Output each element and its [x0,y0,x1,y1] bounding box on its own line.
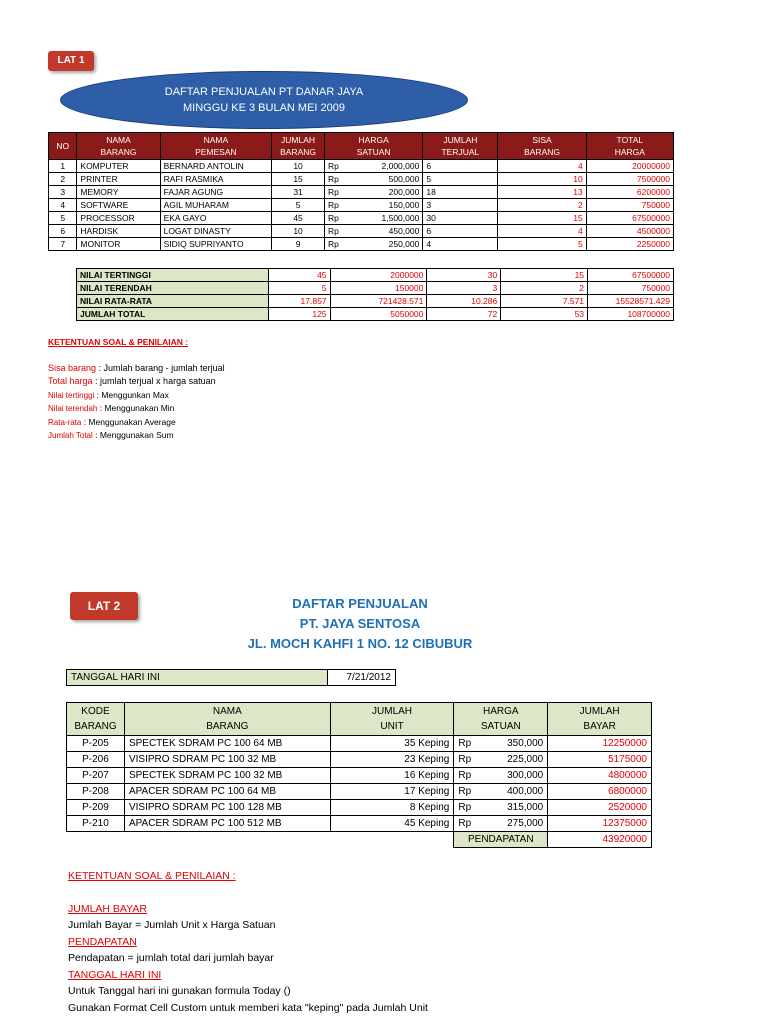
price: 2,000,000 [381,161,420,171]
cell-nama: SPECTEK SDRAM PC 100 32 MB [124,768,330,784]
table-row [49,173,674,186]
price: 275,000 [507,818,544,829]
price: 315,000 [507,802,544,813]
cell-harga [454,752,548,768]
table-row [49,186,674,199]
stats-harga: 2000000 [330,269,427,282]
header-line: SATUAN [356,147,391,157]
stats-terjual: 10.286 [427,295,501,308]
lat2-header-cell [454,703,548,736]
cell-total: 20000000 [586,160,673,173]
lat1-header-cell [586,133,673,160]
lat2-title-line2: PT. JAYA SENTOSA [299,616,421,631]
table-row [49,225,674,238]
cell-kode: P-210 [67,816,125,832]
table-row [49,212,674,225]
lat1-header-cell [272,133,325,160]
stats-label: NILAI TERENDAH [77,282,269,295]
cell-jumlah: 5 [272,199,325,212]
cell-no: 7 [49,238,77,251]
stats-row [77,282,674,295]
currency: Rp [458,786,472,797]
table-row [67,752,652,768]
note-line: Untuk Tanggal hari ini gunakan formula Today () [68,985,291,997]
stats-jumlah: 17.857 [268,295,330,308]
currency: Rp [327,213,339,223]
note-text: : Menggunakan Sum [92,430,174,440]
cell-nama: VISIPRO SDRAM PC 100 128 MB [124,800,330,816]
cell-total: 67500000 [586,212,673,225]
table-row [67,768,652,784]
table-row [49,199,674,212]
cell-harga [324,173,422,186]
cell-sisa: 13 [498,186,586,199]
cell-harga [324,225,422,238]
cell-barang: SOFTWARE [77,199,160,212]
stats-row [77,308,674,321]
cell-barang: MEMORY [77,186,160,199]
header-line: KODE [81,706,110,717]
cell-total: 7500000 [586,173,673,186]
cell-harga [324,186,422,199]
header-line: NAMA [106,135,131,145]
cell-kode: P-206 [67,752,125,768]
currency: Rp [327,200,339,210]
stats-row [77,295,674,308]
lat2-notes-header: KETENTUAN SOAL & PENILAIAN : [68,870,236,882]
lat2-title-line1: DAFTAR PENJUALAN [292,596,428,611]
table-row [49,238,674,251]
stats-total: 750000 [588,282,674,295]
cell-harga [324,238,422,251]
note-text: : jumlah terjual x harga satuan [92,376,216,386]
cell-barang: PROCESSOR [77,212,160,225]
note-heading: JUMLAH BAYAR [68,902,147,915]
header-line: JUMLAH [443,135,478,145]
currency: Rp [327,187,339,197]
header-line: TERJUAL [441,147,480,157]
header-line: HARGA [614,147,645,157]
pendapatan-value: 43920000 [548,832,652,848]
price: 250,000 [388,239,420,249]
cell-bayar: 2520000 [548,800,652,816]
header-line: TOTAL [616,135,644,145]
header-line: BARANG [100,147,137,157]
stats-jumlah: 5 [268,282,330,295]
cell-bayar: 5175000 [548,752,652,768]
stats-row [77,269,674,282]
cell-pemesan: BERNARD ANTOLIN [160,160,272,173]
header-line: JUMLAH [579,706,620,717]
note-heading: PENDAPATAN [68,935,137,948]
cell-terjual: 6 [423,225,498,238]
header-line: BARANG [524,147,560,157]
lat1-title-line2: MINGGU KE 3 BULAN MEI 2009 [183,102,345,114]
cell-sisa: 4 [498,225,586,238]
note-text: : Jumlah barang - jumlah terjual [96,362,225,373]
cell-pemesan: RAFI RASMIKA [160,173,272,186]
cell-total: 4500000 [586,225,673,238]
stats-harga: 150000 [330,282,427,295]
cell-total: 6200000 [586,186,673,199]
price: 300,000 [507,770,544,781]
currency: Rp [458,738,472,749]
currency: Rp [458,770,472,781]
cell-unit: 35 Keping [330,736,454,752]
stats-label: NILAI TERTINGGI [77,269,269,282]
stats-total: 15528571.429 [588,295,674,308]
header-line: PEMESAN [195,147,237,157]
cell-total: 2250000 [586,238,673,251]
cell-unit: 8 Keping [330,800,454,816]
header-line: NO [56,141,70,151]
note-heading: TANGGAL HARI INI [68,968,162,981]
stats-harga: 5050000 [330,308,427,321]
stats-jumlah: 125 [268,308,330,321]
cell-bayar: 6800000 [548,784,652,800]
cell-pemesan: EKA GAYO [160,212,272,225]
cell-sisa: 5 [498,238,586,251]
note-key: Nilai tertinggi [48,390,95,400]
header-line: BARANG [74,721,117,732]
stats-terjual: 30 [427,269,501,282]
lat2-header-cell [548,703,652,736]
cell-kode: P-209 [67,800,125,816]
lat2-date-table [66,669,396,686]
lat1-notes [48,336,448,443]
currency: Rp [327,226,339,236]
lat1-badge: LAT 1 [48,51,94,71]
cell-terjual: 6 [423,160,498,173]
cell-harga [324,160,422,173]
cell-unit: 45 Keping [330,816,454,832]
stats-harga: 721428.571 [330,295,427,308]
cell-nama: SPECTEK SDRAM PC 100 64 MB [124,736,330,752]
lat1-title-line1: DAFTAR PENJUALAN PT DANAR JAYA [164,86,364,98]
note-key: Rata-rata [48,417,82,427]
header-line: SATUAN [480,721,521,732]
stats-label: JUMLAH TOTAL [77,308,269,321]
cell-unit: 23 Keping [330,752,454,768]
header-line: NAMA [203,135,229,145]
stats-sisa: 7.571 [501,295,588,308]
cell-pemesan: SIDIQ SUPRIYANTO [160,238,272,251]
cell-terjual: 30 [423,212,498,225]
lat1-notes-header: KETENTUAN SOAL & PENILAIAN : [48,337,189,347]
pendapatan-label: PENDAPATAN [454,832,548,848]
header-line: HARGA [358,135,389,145]
table-row [67,800,652,816]
cell-no: 4 [49,199,77,212]
cell-unit: 16 Keping [330,768,454,784]
currency: Rp [458,754,472,765]
price: 150,000 [388,200,420,210]
cell-jumlah: 45 [272,212,325,225]
price: 225,000 [507,754,544,765]
lat2-title-line3: JL. MOCH KAHFI 1 NO. 12 CIBUBUR [247,636,473,651]
lat2-header-row [67,703,652,736]
lat1-stats-table [76,268,674,321]
pendapatan-row [67,832,652,848]
cell-jumlah: 9 [272,238,325,251]
note-line: Pendapatan = jumlah total dari jumlah bayar [68,952,274,964]
cell-harga [324,199,422,212]
cell-harga [454,736,548,752]
stats-label: NILAI RATA-RATA [77,295,269,308]
note-key: Jumlah Total [48,431,93,440]
currency: Rp [458,802,472,813]
stats-sisa: 53 [501,308,588,321]
cell-harga [454,800,548,816]
price: 400,000 [507,786,544,797]
cell-kode: P-208 [67,784,125,800]
stats-total: 108700000 [588,308,674,321]
cell-harga [454,784,548,800]
cell-barang: HARDISK [77,225,160,238]
stats-sisa: 2 [501,282,588,295]
price: 350,000 [507,738,544,749]
lat2-notes [68,868,628,1016]
cell-jumlah: 15 [272,173,325,186]
currency: Rp [327,239,339,249]
cell-no: 6 [49,225,77,238]
header-line: BARANG [206,721,249,732]
cell-nama: APACER SDRAM PC 100 512 MB [124,816,330,832]
lat2-header-cell [124,703,330,736]
note-text: : Menggunakan Average [81,416,176,427]
header-line: BAYAR [583,721,616,732]
cell-harga [324,212,422,225]
cell-pemesan: AGIL MUHARAM [160,199,272,212]
note-text: : Menggunkan Max [94,389,169,400]
table-row [67,816,652,832]
cell-barang: MONITOR [77,238,160,251]
price: 450,000 [388,226,420,236]
header-line: BARANG [280,147,317,157]
cell-harga [454,816,548,832]
price: 200,000 [388,187,420,197]
cell-kode: P-207 [67,768,125,784]
lat1-header-cell [324,133,422,160]
cell-barang: KOMPUTER [77,160,160,173]
currency: Rp [327,161,339,171]
cell-no: 1 [49,160,77,173]
cell-nama: APACER SDRAM PC 100 64 MB [124,784,330,800]
cell-terjual: 3 [423,199,498,212]
stats-sisa: 15 [501,269,588,282]
stats-total: 67500000 [588,269,674,282]
blank-cell [67,832,454,848]
stats-jumlah: 45 [268,269,330,282]
cell-bayar: 12375000 [548,816,652,832]
note-key: Total harga [48,376,93,386]
cell-total: 750000 [586,199,673,212]
currency: Rp [458,818,472,829]
currency: Rp [327,174,339,184]
cell-sisa: 10 [498,173,586,186]
table-row [67,736,652,752]
cell-terjual: 18 [423,186,498,199]
note-line: Jumlah Bayar = Jumlah Unit x Harga Satuan [68,919,276,931]
note-item [48,362,448,376]
header-line: SISA [532,135,552,145]
cell-unit: 17 Keping [330,784,454,800]
lat2-title [190,594,530,654]
date-label: TANGGAL HARI INI [67,670,328,686]
header-line: HARGA [483,706,519,717]
cell-harga [454,768,548,784]
stats-terjual: 72 [427,308,501,321]
cell-no: 2 [49,173,77,186]
cell-nama: VISIPRO SDRAM PC 100 32 MB [124,752,330,768]
note-key: Nilai terendah [48,404,98,413]
lat2-header-cell [67,703,125,736]
table-row [49,160,674,173]
lat1-sales-table [48,132,674,251]
lat1-header-cell [49,133,77,160]
cell-sisa: 15 [498,212,586,225]
header-line: JUMLAH [281,135,316,145]
cell-sisa: 4 [498,160,586,173]
cell-bayar: 12250000 [548,736,652,752]
header-line: UNIT [380,721,404,732]
lat1-header-cell [498,133,586,160]
date-value: 7/21/2012 [328,670,396,686]
header-line: NAMA [212,706,242,717]
cell-no: 3 [49,186,77,199]
cell-no: 5 [49,212,77,225]
cell-barang: PRINTER [77,173,160,186]
lat1-header-cell [160,133,272,160]
lat2-badge: LAT 2 [70,592,138,620]
cell-jumlah: 10 [272,160,325,173]
cell-sisa: 2 [498,199,586,212]
lat1-title-oval [60,71,468,129]
note-item [48,416,448,430]
cell-terjual: 5 [423,173,498,186]
table-row [67,784,652,800]
note-item [48,429,448,443]
cell-jumlah: 31 [272,186,325,199]
header-line: JUMLAH [372,706,413,717]
lat2-header-cell [330,703,454,736]
stats-terjual: 3 [427,282,501,295]
lat1-header-cell [423,133,498,160]
note-line: Gunakan Format Cell Custom untuk memberi kata "keping" pada Jumlah Unit [68,1001,428,1014]
cell-kode: P-205 [67,736,125,752]
note-text: : Menggunakan Min [97,403,175,413]
price: 1,500,000 [381,213,420,223]
cell-pemesan: LOGAT DINASTY [160,225,272,238]
lat1-header-cell [77,133,160,160]
price: 500,000 [388,174,420,184]
note-item [48,375,448,389]
cell-pemesan: FAJAR AGUNG [160,186,272,199]
cell-jumlah: 10 [272,225,325,238]
cell-terjual: 4 [423,238,498,251]
note-item [48,389,448,403]
lat1-header-row [49,133,674,160]
note-item [48,402,448,416]
cell-bayar: 4800000 [548,768,652,784]
lat2-sales-table [66,702,652,848]
note-key: Sisa barang [48,362,97,373]
